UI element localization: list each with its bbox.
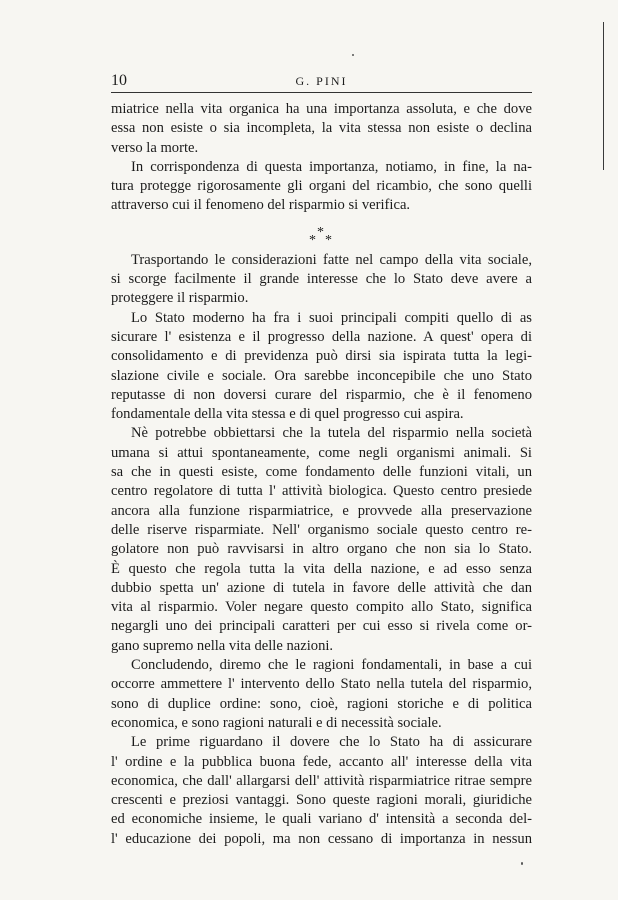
text-line: Trasportando le considerazioni fatte nel campo della vita sociale,	[131, 251, 532, 268]
text-line: fondamentale della vita stessa e di quel progresso cui aspira.	[111, 406, 464, 423]
text-line: occorre ammettere l' intervento dello Stato nella tutela del risparmio,	[111, 676, 532, 693]
text-line: l' ordine e la pubblica buona fede, accanto all' interesse della vita	[111, 753, 532, 770]
asterism-star: *	[317, 224, 324, 240]
paragraph	[111, 158, 532, 216]
paragraph	[111, 309, 532, 425]
paragraph	[111, 656, 532, 733]
scan-speck	[352, 54, 354, 56]
text-line: tura protegge rigorosamente gli organi del ricambio, che sono quelli	[111, 178, 532, 195]
text-line: sicurare l' esistenza e il progresso della nazione. A quest' opera di	[111, 328, 532, 345]
text-line: verso la morte.	[111, 139, 199, 156]
text-line: si scorge facilmente il grande interesse che lo Stato deve avere a	[111, 271, 532, 288]
text-line: attraverso cui il fenomeno del risparmio si verifica.	[111, 197, 411, 214]
text-line: È questo che regola tutta la vita della nazione, e ad esso senza	[111, 560, 532, 577]
text-line: centro regolatore di tutta l' attività biologica. Questo centro presiede	[111, 483, 532, 500]
body-text	[111, 100, 532, 849]
text-line: essa non esiste o sia incompleta, la vita stessa non esiste o declina	[111, 120, 532, 137]
text-line: l' educazione dei popoli, ma non cessano di importanza in nessun	[111, 830, 532, 847]
page-number: 10	[111, 72, 127, 89]
text-line: sa che in questi esiste, come fondamento delle funzioni vitali, un	[111, 464, 532, 481]
text-line: delle riserve risparmiate. Nell' organismo sociale questo centro re-	[111, 521, 532, 538]
paragraph	[111, 733, 532, 849]
asterism-separator	[111, 216, 532, 251]
text-line: crescenti e preziosi vantaggi. Sono queste ragioni morali, giuridiche	[111, 792, 532, 809]
text-line: reputasse di non doversi curare del risparmio, che è il fenomeno	[111, 386, 532, 403]
text-line: In corrispondenza di questa importanza, notiamo, in fine, la na-	[131, 158, 532, 175]
paragraph	[111, 100, 532, 158]
text-line: miatrice nella vita organica ha una importanza assoluta, e che dove	[111, 101, 532, 117]
text-line: consolidamento e di previdenza può dirsi sia ispirata tutta la legi-	[111, 348, 532, 365]
text-line: ed economiche insieme, le quali variano d' intensità a seconda del-	[111, 811, 532, 828]
text-line: Le prime riguardano il dovere che lo Stato ha di assicurare	[131, 734, 532, 751]
text-line: slazione civile e sociale. Ora sarebbe inconcepibile che uno Stato	[111, 367, 532, 384]
text-block-after	[111, 251, 532, 849]
text-line: Lo Stato moderno ha fra i suoi principali compiti quello di as	[131, 309, 532, 326]
paragraph	[111, 424, 532, 656]
text-line: economica, e sono ragioni naturali e di necessità sociale.	[111, 714, 442, 731]
text-line: gano supremo nella vita delle nazioni.	[111, 637, 334, 654]
text-line: golatore non può ravvisarsi in altro organo che non sia lo Stato.	[111, 541, 532, 558]
text-line: negargli uno dei principali caratteri per cui esso si rivela come or-	[111, 618, 532, 635]
scan-speck	[521, 862, 523, 865]
asterism-star: *	[309, 232, 316, 248]
page-header	[111, 70, 532, 93]
text-line: umana si attui spontaneamente, come negli organismi animali. Si	[111, 444, 532, 461]
text-line: vita al risparmio. Voler negare questo compito allo Stato, significa	[111, 599, 532, 616]
text-line: Concludendo, diremo che le ragioni fondamentali, in base a cui	[131, 657, 532, 674]
text-line: economica, che dall' allargarsi dell' attività risparmiatrice ritrae sempre	[111, 772, 532, 789]
text-line: sono di duplice ordine: sono, cioè, ragioni storiche e di politica	[111, 695, 532, 712]
text-line: dubbio spetta un' azione di tutela in favore delle attività che dan	[111, 579, 532, 596]
running-head: G. PINI	[295, 74, 348, 88]
page-edge-line	[603, 22, 604, 170]
asterism-star: *	[325, 232, 332, 248]
text-block-before	[111, 100, 532, 216]
text-line: ancora alla funzione risparmiatrice, e provvede alla preservazione	[111, 502, 532, 519]
paragraph	[111, 251, 532, 309]
text-line: proteggere il risparmio.	[111, 290, 249, 307]
text-line: Nè potrebbe obbiettarsi che la tutela del risparmio nella società	[131, 425, 532, 442]
